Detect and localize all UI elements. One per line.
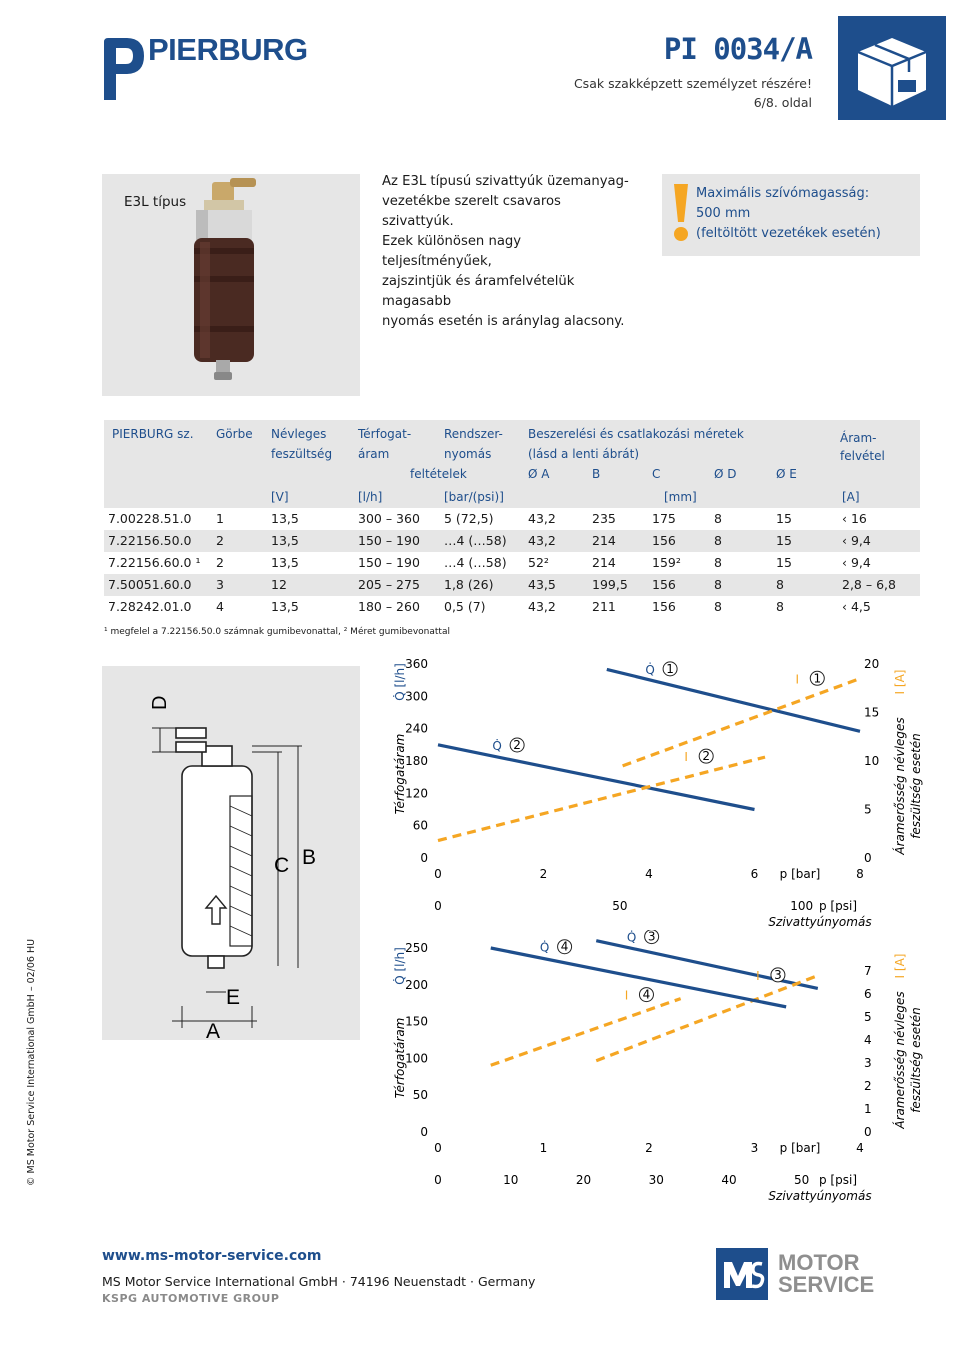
col-header-pierburg-no: PIERBURG sz.: [112, 427, 194, 441]
table-cell: 13,5: [271, 599, 299, 614]
col-header-dia-d: Ø D: [714, 467, 737, 481]
y2-axis-label: Áramerősség névleges: [893, 717, 907, 855]
intro-line: vezetékbe szerelt csavaros szivattyúk.: [382, 194, 561, 229]
table-cell: 205 – 275: [358, 577, 420, 592]
dim-label-d: D: [149, 695, 171, 710]
dimension-drawing-svg: [102, 666, 360, 1040]
table-cell: 1: [216, 511, 224, 526]
y2-axis-label: Áramerősség névleges: [893, 991, 907, 1129]
y-tick-label: 100: [405, 1051, 428, 1066]
table-cell: 5 (72,5): [444, 511, 494, 526]
table-cell: 0,5 (7): [444, 599, 486, 614]
table-cell: 300 – 360: [358, 511, 420, 526]
table-cell: 150 – 190: [358, 555, 420, 570]
y2-tick-label: 10: [864, 754, 880, 768]
table-cell: 43,2: [528, 533, 556, 548]
x-tick-label: 2: [539, 867, 548, 881]
table-cell: 8: [714, 577, 722, 592]
col-header-flow: Térfogat-: [358, 427, 412, 441]
x-axis-sublabel: Szivattyúnyomás: [768, 1189, 872, 1203]
y2-tick-label: 4: [864, 1033, 872, 1047]
x-psi-label: p [psi]: [819, 899, 857, 913]
psi-tick-label: 10: [503, 1173, 519, 1187]
curve-number: 4: [642, 987, 651, 1002]
y-axis-label: Térfogatáram: [393, 1017, 407, 1099]
y-axis-label: Térfogatáram: [393, 733, 407, 815]
dim-label-c: C: [274, 854, 290, 877]
y2-tick-label: 5: [864, 1010, 872, 1024]
chart-curves-1-2: [390, 650, 930, 940]
table-cell: ‹ 9,4: [842, 533, 871, 548]
table-cell: …4 (…58): [444, 533, 507, 548]
table-cell: 7.22156.60.0 ¹: [108, 555, 201, 570]
y2-tick-label: 3: [864, 1056, 872, 1070]
unit-pressure: [bar/(psi)]: [444, 490, 504, 504]
y-axis-unit: Q̇ [l/h]: [393, 663, 407, 701]
y-tick-label: 0: [420, 851, 428, 865]
flow-symbol: Q̇: [539, 940, 550, 955]
unit-voltage: [V]: [271, 490, 289, 504]
ms-logo-icon: [716, 1248, 768, 1300]
x-tick-label: 4: [856, 1141, 864, 1155]
ms-logo-line1: MOTOR: [778, 1250, 860, 1275]
spec-table: [104, 420, 920, 624]
dim-label-e: E: [226, 986, 241, 1009]
y-tick-label: 120: [405, 786, 428, 801]
ms-logo-line2: SERVICE: [778, 1272, 875, 1297]
table-cell: 8: [714, 533, 722, 548]
dim-label-b: B: [302, 846, 317, 869]
y-tick-label: 300: [405, 689, 428, 704]
psi-tick-label: 50: [794, 1173, 810, 1187]
y2-tick-label: 2: [864, 1079, 872, 1093]
y2-tick-label: 20: [864, 657, 880, 671]
y-tick-label: 240: [405, 721, 428, 736]
intro-line: nyomás esetén is aránylag alacsony.: [382, 314, 625, 329]
warning-value: 500 mm: [696, 206, 751, 221]
y2-axis-unit: I [A]: [893, 953, 907, 979]
table-cell: 156: [652, 533, 676, 548]
table-cell: 52²: [528, 555, 549, 570]
y-tick-label: 60: [412, 818, 428, 833]
exclamation-icon: [668, 182, 694, 242]
table-cell: 214: [592, 533, 616, 548]
table-cell: 156: [652, 577, 676, 592]
table-cell: 8: [776, 577, 784, 592]
y-tick-label: 150: [405, 1014, 428, 1029]
curve-number: 1: [813, 671, 822, 686]
table-cell: 199,5: [592, 577, 628, 592]
table-cell: 8: [776, 599, 784, 614]
table-cell: 175: [652, 511, 676, 526]
table-cell: 13,5: [271, 555, 299, 570]
pump-photo: [160, 176, 280, 390]
x-tick-label: 0: [434, 867, 442, 881]
y-axis-unit: Q̇ [l/h]: [393, 947, 407, 985]
table-cell: 2: [216, 533, 224, 548]
unit-dims: [mm]: [664, 490, 697, 504]
ms-logo-text: [778, 1252, 874, 1296]
curve-number: 2: [513, 738, 521, 752]
table-cell: 4: [216, 599, 224, 614]
table-cell: 15: [776, 555, 792, 570]
x-axis-label: p [bar]: [779, 1141, 821, 1155]
table-cell: 13,5: [271, 511, 299, 526]
table-cell: 43,5: [528, 577, 556, 592]
current-symbol: I: [684, 750, 688, 765]
y2-axis-unit: I [A]: [893, 669, 907, 695]
table-cell: 12: [271, 577, 287, 592]
audience-note: Csak szakképzett személyzet részére!: [573, 76, 812, 91]
current-symbol: I: [795, 672, 800, 687]
col-header-dimensions-2: (lásd a lenti ábrát): [528, 447, 640, 461]
y2-axis-label-2: feszültség esetén: [909, 733, 923, 839]
unit-current: [A]: [842, 490, 860, 504]
table-cell: 43,2: [528, 599, 556, 614]
psi-tick-label: 30: [648, 1173, 664, 1187]
plot-area: [438, 948, 860, 1132]
dim-label-a: A: [206, 1020, 221, 1040]
table-cell: 15: [776, 511, 792, 526]
y2-axis-label-2: feszültség esetén: [909, 1007, 923, 1113]
y2-tick-label: 15: [864, 705, 880, 720]
y2-tick-label: 5: [864, 802, 872, 817]
website-link[interactable]: www.ms-motor-service.com: [102, 1248, 322, 1264]
table-cell: ‹ 4,5: [842, 599, 871, 614]
table-cell: 43,2: [528, 511, 556, 526]
col-header-voltage-2: feszültség: [271, 447, 333, 461]
plot-area: [438, 661, 860, 858]
curve-number: 3: [774, 967, 782, 982]
col-header-dia-e: Ø E: [776, 467, 797, 481]
y-tick-label: 360: [405, 657, 428, 671]
table-cell: 180 – 260: [358, 599, 420, 614]
y2-tick-label: 0: [864, 1125, 872, 1139]
current-symbol: I: [756, 968, 760, 983]
col-header-dimensions: Beszerelési és csatlakozási méretek: [528, 427, 744, 441]
table-cell: 7.28242.01.0: [108, 599, 192, 614]
col-header-pressure-2: nyomás: [444, 447, 492, 461]
flow-symbol: Q̇: [492, 739, 502, 753]
intro-line: zajszintjük és áramfelvételük magasabb: [382, 274, 575, 309]
table-cell: ‹ 9,4: [842, 555, 871, 570]
table-cell: 211: [592, 599, 616, 614]
x-tick-label: 8: [856, 867, 864, 881]
table-cell: 7.50051.60.0: [108, 577, 192, 592]
document-id: PI 0034/A: [663, 32, 812, 66]
intro-line: Ezek különösen nagy teljesítményűek,: [382, 234, 522, 269]
company-address: MS Motor Service International GmbH · 74196 Neuenstadt · Germany: [102, 1274, 536, 1289]
col-header-c: C: [652, 467, 661, 481]
type-label: E3L típus: [124, 194, 187, 210]
intro-text: [382, 172, 632, 332]
warning-title: Maximális szívómagasság:: [696, 186, 870, 201]
curve-number: 2: [702, 749, 711, 764]
table-cell: 7.00228.51.0: [108, 511, 192, 526]
pierburg-logo-icon: [100, 36, 148, 102]
col-header-curve: Görbe: [216, 427, 253, 441]
group-name: KSPG AUTOMOTIVE GROUP: [102, 1292, 280, 1305]
y-tick-label: 180: [405, 754, 428, 768]
copyright-side-text: © MS Motor Service International GmbH – 02/06 HU: [26, 938, 37, 1186]
psi-tick-label: 50: [612, 899, 628, 913]
y2-tick-label: 1: [864, 1102, 872, 1116]
x-tick-label: 4: [645, 867, 653, 881]
psi-tick-label: 40: [721, 1173, 737, 1187]
x-axis-label: p [bar]: [779, 867, 821, 881]
table-cell: 3: [216, 577, 224, 592]
y-tick-label: 250: [405, 941, 428, 955]
x-psi-label: p [psi]: [819, 1173, 857, 1187]
curve-number: 3: [647, 930, 656, 944]
unit-flow: [l/h]: [358, 490, 383, 504]
flow-symbol: Q̇: [626, 930, 637, 945]
table-cell: 15: [776, 533, 792, 548]
col-header-b: B: [592, 467, 601, 481]
intro-line: Az E3L típusú szivattyúk üzemanyag-: [382, 174, 629, 189]
x-axis-sublabel: Szivattyúnyomás: [768, 915, 872, 929]
curve-number: 1: [666, 661, 674, 676]
y-tick-label: 50: [412, 1088, 428, 1103]
chart-curves-3-4: [390, 930, 930, 1210]
col-header-current: Áram-: [840, 431, 877, 445]
table-cell: 159²: [652, 555, 681, 570]
table-cell: 214: [592, 555, 616, 570]
x-tick-label: 0: [434, 1141, 442, 1155]
col-header-current-2: felvétel: [840, 449, 885, 463]
warning-text: [696, 184, 881, 244]
table-cell: 7.22156.50.0: [108, 533, 192, 548]
table-cell: 13,5: [271, 533, 299, 548]
table-cell: ‹ 16: [842, 511, 867, 526]
psi-tick-label: 20: [575, 1173, 592, 1187]
document-subtitle: [574, 74, 812, 112]
x-tick-label: 1: [539, 1141, 548, 1155]
conditions-label: feltételek: [410, 467, 467, 481]
y-tick-label: 200: [405, 977, 428, 992]
table-cell: 2,8 – 6,8: [842, 577, 896, 592]
y2-tick-label: 0: [864, 851, 872, 865]
table-cell: 156: [652, 599, 676, 614]
y2-tick-label: 6: [864, 987, 872, 1001]
table-cell: 235: [592, 511, 616, 526]
table-cell: 150 – 190: [358, 533, 420, 548]
table-cell: 8: [714, 599, 722, 614]
y2-tick-label: 7: [864, 964, 872, 978]
x-tick-label: 3: [750, 1141, 759, 1155]
curve-number: 4: [560, 939, 569, 954]
package-box-icon: [838, 16, 946, 120]
x-tick-label: 2: [645, 1141, 653, 1155]
warning-note: (feltöltött vezetékek esetén): [696, 226, 881, 241]
table-cell: 2: [216, 555, 224, 570]
y-tick-label: 0: [420, 1125, 428, 1139]
brand-name: PIERBURG: [148, 32, 308, 67]
col-header-flow-2: áram: [358, 447, 390, 461]
col-header-voltage: Névleges: [271, 427, 327, 441]
psi-tick-label: 100: [790, 899, 814, 913]
table-cell: 8: [714, 555, 722, 570]
current-symbol: I: [624, 988, 629, 1003]
page-number: 6/8. oldal: [753, 95, 812, 110]
psi-tick-label: 0: [434, 1173, 442, 1187]
psi-tick-label: 0: [434, 899, 442, 913]
table-cell: 8: [714, 511, 722, 526]
col-header-dia-a: Ø A: [528, 467, 550, 481]
table-footnote: ¹ megfelel a 7.22156.50.0 számnak gumibevonattal, ² Méret gumibevonattal: [104, 627, 450, 637]
table-cell: 1,8 (26): [444, 577, 494, 592]
table-cell: …4 (…58): [444, 555, 507, 570]
x-tick-label: 6: [750, 867, 759, 881]
flow-symbol: Q̇: [645, 662, 655, 677]
col-header-pressure: Rendszer-: [444, 427, 503, 441]
dimension-drawing: [102, 666, 360, 1040]
